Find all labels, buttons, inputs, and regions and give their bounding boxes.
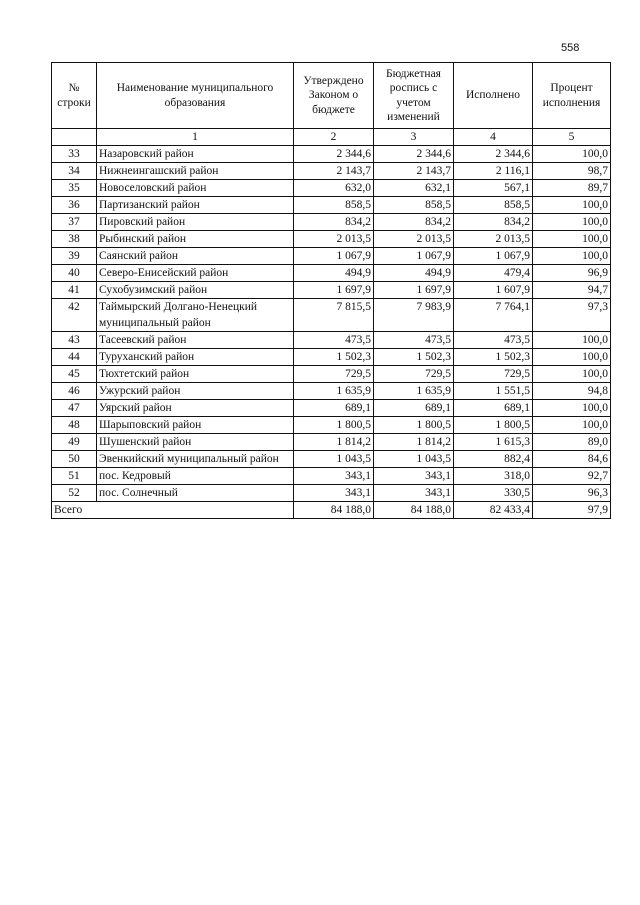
municipality-name-cell: Уярский район (97, 400, 294, 417)
budget-list-amount-cell: 2 344,6 (374, 146, 454, 163)
table-row (52, 282, 611, 299)
table-row (52, 299, 611, 332)
budget-list-amount-cell: 1 697,9 (374, 282, 454, 299)
page-number: 558 (561, 42, 580, 54)
execution-percent-cell: 100,0 (533, 248, 611, 265)
municipality-name-cell: Таймырский Долгано-Ненецкий муниципальный район (97, 299, 294, 332)
row-number-cell: 52 (52, 485, 97, 502)
municipality-name-cell: Шушенский район (97, 434, 294, 451)
execution-percent-cell: 97,3 (533, 299, 611, 332)
table-row (52, 163, 611, 180)
executed-amount-cell: 2 344,6 (454, 146, 533, 163)
approved-amount-cell: 1 814,2 (294, 434, 374, 451)
table-row (52, 468, 611, 485)
column-number: 4 (454, 129, 533, 146)
execution-percent-cell: 100,0 (533, 214, 611, 231)
header-budget-list: Бюджетная роспись с учетом изменений (374, 63, 454, 129)
budget-list-amount-cell: 729,5 (374, 366, 454, 383)
column-number: 5 (533, 129, 611, 146)
execution-percent-cell: 89,7 (533, 180, 611, 197)
executed-amount-cell: 1 067,9 (454, 248, 533, 265)
execution-percent-cell: 100,0 (533, 146, 611, 163)
budget-list-amount-cell: 1 635,9 (374, 383, 454, 400)
budget-list-amount-cell: 2 013,5 (374, 231, 454, 248)
approved-amount-cell: 729,5 (294, 366, 374, 383)
row-number-cell: 37 (52, 214, 97, 231)
table-row (52, 214, 611, 231)
budget-list-amount-cell: 1 067,9 (374, 248, 454, 265)
table-row (52, 146, 611, 163)
municipality-name-cell: Ужурский район (97, 383, 294, 400)
approved-amount-cell: 858,5 (294, 197, 374, 214)
approved-amount-cell: 2 344,6 (294, 146, 374, 163)
row-number-cell: 39 (52, 248, 97, 265)
table-row (52, 366, 611, 383)
table-row (52, 197, 611, 214)
execution-percent-cell: 84,6 (533, 451, 611, 468)
row-number-cell: 49 (52, 434, 97, 451)
budget-execution-table (51, 62, 611, 519)
execution-percent-cell: 100,0 (533, 332, 611, 349)
execution-percent-cell: 100,0 (533, 231, 611, 248)
municipality-name-cell: Шарыповский район (97, 417, 294, 434)
municipality-name-cell: Тюхтетский район (97, 366, 294, 383)
table-row (52, 417, 611, 434)
execution-percent-cell: 98,7 (533, 163, 611, 180)
approved-amount-cell: 1 697,9 (294, 282, 374, 299)
execution-percent-cell: 94,8 (533, 383, 611, 400)
approved-amount-cell: 473,5 (294, 332, 374, 349)
table-row (52, 332, 611, 349)
header-execution-percent: Процент исполнения (533, 63, 611, 129)
table-row (52, 400, 611, 417)
approved-amount-cell: 2 143,7 (294, 163, 374, 180)
executed-amount-cell: 318,0 (454, 468, 533, 485)
budget-list-amount-cell: 1 043,5 (374, 451, 454, 468)
budget-list-amount-cell: 689,1 (374, 400, 454, 417)
executed-amount-cell: 479,4 (454, 265, 533, 282)
execution-percent-cell: 100,0 (533, 349, 611, 366)
row-number-cell: 35 (52, 180, 97, 197)
table-row (52, 349, 611, 366)
municipality-name-cell: пос. Кедровый (97, 468, 294, 485)
column-number-row (52, 129, 611, 146)
executed-amount-cell: 1 800,5 (454, 417, 533, 434)
executed-amount-cell: 689,1 (454, 400, 533, 417)
budget-list-amount-cell: 473,5 (374, 332, 454, 349)
table-row (52, 485, 611, 502)
approved-amount-cell: 494,9 (294, 265, 374, 282)
total-row (52, 502, 611, 519)
total-label: Всего (52, 502, 294, 519)
execution-percent-cell: 100,0 (533, 417, 611, 434)
header-municipality-name: Наименование муниципального образования (97, 63, 294, 129)
budget-list-amount-cell: 632,1 (374, 180, 454, 197)
table-row (52, 434, 611, 451)
budget-list-amount-cell: 1 800,5 (374, 417, 454, 434)
budget-list-amount-cell: 834,2 (374, 214, 454, 231)
row-number-cell: 51 (52, 468, 97, 485)
municipality-name-cell: Сухобузимский район (97, 282, 294, 299)
column-number: 1 (97, 129, 294, 146)
budget-list-amount-cell: 343,1 (374, 485, 454, 502)
executed-amount-cell: 7 764,1 (454, 299, 533, 332)
executed-amount-cell: 858,5 (454, 197, 533, 214)
row-number-cell: 40 (52, 265, 97, 282)
row-number-cell: 43 (52, 332, 97, 349)
row-number-cell: 46 (52, 383, 97, 400)
execution-percent-cell: 100,0 (533, 197, 611, 214)
municipality-name-cell: Северо-Енисейский район (97, 265, 294, 282)
table-row (52, 383, 611, 400)
table-row (52, 231, 611, 248)
municipality-name-cell: Туруханский район (97, 349, 294, 366)
execution-percent-cell: 89,0 (533, 434, 611, 451)
executed-amount-cell: 1 607,9 (454, 282, 533, 299)
municipality-name-cell: Эвенкийский муниципальный район (97, 451, 294, 468)
execution-percent-cell: 100,0 (533, 400, 611, 417)
municipality-name-cell: Рыбинский район (97, 231, 294, 248)
total-approved-cell: 84 188,0 (294, 502, 374, 519)
approved-amount-cell: 1 502,3 (294, 349, 374, 366)
header-approved-by-law: Утверждено Законом о бюджете (294, 63, 374, 129)
row-number-cell: 36 (52, 197, 97, 214)
row-number-cell: 48 (52, 417, 97, 434)
executed-amount-cell: 2 116,1 (454, 163, 533, 180)
approved-amount-cell: 2 013,5 (294, 231, 374, 248)
row-number-cell: 42 (52, 299, 97, 332)
approved-amount-cell: 1 635,9 (294, 383, 374, 400)
table-row (52, 180, 611, 197)
header-executed: Исполнено (454, 63, 533, 129)
row-number-cell: 50 (52, 451, 97, 468)
municipality-name-cell: Саянский район (97, 248, 294, 265)
executed-amount-cell: 882,4 (454, 451, 533, 468)
executed-amount-cell: 1 502,3 (454, 349, 533, 366)
approved-amount-cell: 689,1 (294, 400, 374, 417)
execution-percent-cell: 100,0 (533, 366, 611, 383)
column-number: 2 (294, 129, 374, 146)
total-executed-cell: 82 433,4 (454, 502, 533, 519)
row-number-cell: 47 (52, 400, 97, 417)
executed-amount-cell: 1 615,3 (454, 434, 533, 451)
municipality-name-cell: Партизанский район (97, 197, 294, 214)
execution-percent-cell: 92,7 (533, 468, 611, 485)
executed-amount-cell: 729,5 (454, 366, 533, 383)
budget-list-amount-cell: 858,5 (374, 197, 454, 214)
budget-list-amount-cell: 1 814,2 (374, 434, 454, 451)
row-number-cell: 44 (52, 349, 97, 366)
budget-list-amount-cell: 2 143,7 (374, 163, 454, 180)
executed-amount-cell: 2 013,5 (454, 231, 533, 248)
municipality-name-cell: Нижнеингашский район (97, 163, 294, 180)
total-budget-list-cell: 84 188,0 (374, 502, 454, 519)
approved-amount-cell: 834,2 (294, 214, 374, 231)
approved-amount-cell: 1 800,5 (294, 417, 374, 434)
approved-amount-cell: 343,1 (294, 468, 374, 485)
approved-amount-cell: 7 815,5 (294, 299, 374, 332)
municipality-name-cell: Пировский район (97, 214, 294, 231)
approved-amount-cell: 343,1 (294, 485, 374, 502)
total-percent-cell: 97,9 (533, 502, 611, 519)
row-number-cell: 34 (52, 163, 97, 180)
row-number-cell: 41 (52, 282, 97, 299)
executed-amount-cell: 567,1 (454, 180, 533, 197)
executed-amount-cell: 330,5 (454, 485, 533, 502)
table-row (52, 265, 611, 282)
header-row-number: № строки (52, 63, 97, 129)
executed-amount-cell: 834,2 (454, 214, 533, 231)
table-row (52, 248, 611, 265)
municipality-name-cell: пос. Солнечный (97, 485, 294, 502)
budget-list-amount-cell: 343,1 (374, 468, 454, 485)
municipality-name-cell: Тасеевский район (97, 332, 294, 349)
column-number-empty (52, 129, 97, 146)
budget-list-amount-cell: 494,9 (374, 265, 454, 282)
executed-amount-cell: 1 551,5 (454, 383, 533, 400)
table-row (52, 451, 611, 468)
approved-amount-cell: 1 067,9 (294, 248, 374, 265)
municipality-name-cell: Назаровский район (97, 146, 294, 163)
execution-percent-cell: 96,3 (533, 485, 611, 502)
execution-percent-cell: 96,9 (533, 265, 611, 282)
municipality-name-cell: Новоселовский район (97, 180, 294, 197)
execution-percent-cell: 94,7 (533, 282, 611, 299)
budget-list-amount-cell: 7 983,9 (374, 299, 454, 332)
approved-amount-cell: 1 043,5 (294, 451, 374, 468)
column-number: 3 (374, 129, 454, 146)
row-number-cell: 45 (52, 366, 97, 383)
executed-amount-cell: 473,5 (454, 332, 533, 349)
row-number-cell: 33 (52, 146, 97, 163)
approved-amount-cell: 632,0 (294, 180, 374, 197)
budget-list-amount-cell: 1 502,3 (374, 349, 454, 366)
row-number-cell: 38 (52, 231, 97, 248)
